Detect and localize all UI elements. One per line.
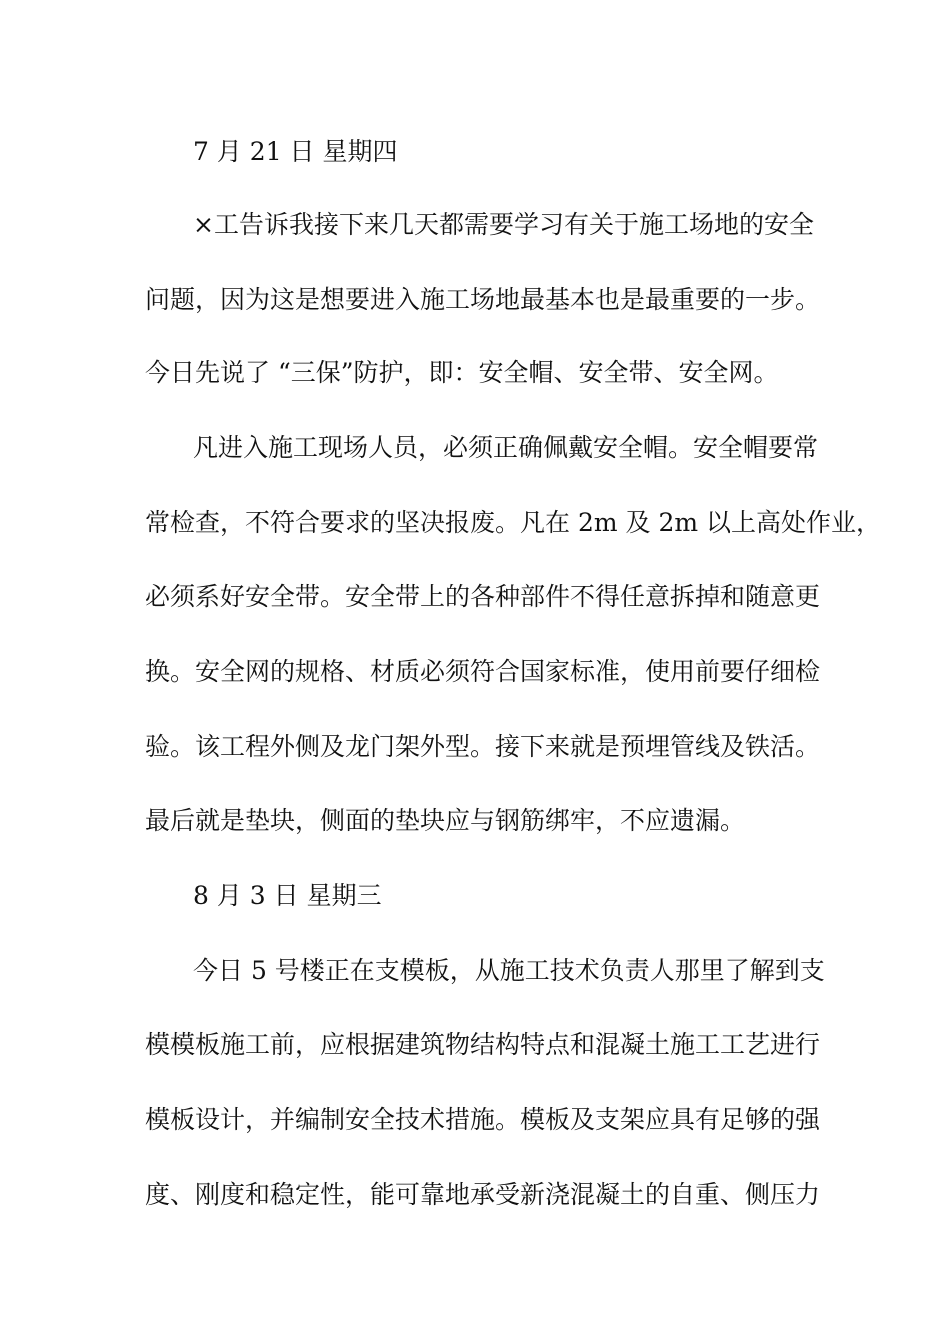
paragraph-line: 凡进入施工现场人员，必须正确佩戴安全帽。安全帽要常 [193, 433, 819, 462]
paragraph-line: 模模板施工前，应根据建筑物结构特点和混凝土施工工艺进行 [145, 1030, 821, 1059]
date-heading-july-21: 7 月 21 日 星期四 [193, 137, 398, 166]
paragraph-line: 模板设计，并编制安全技术措施。模板及支架应具有足够的强 [145, 1105, 821, 1134]
paragraph-line: 今日先说了 “三保”防护，即：安全帽、安全带、安全网。 [145, 358, 779, 387]
paragraph-line: ×工告诉我接下来几天都需要学习有关于施工场地的安全 [193, 210, 814, 239]
paragraph-line: 必须系好安全带。安全带上的各种部件不得任意拆掉和随意更 [145, 582, 821, 611]
paragraph-line: 问题，因为这是想要进入施工场地最基本也是最重要的一步。 [145, 285, 821, 314]
paragraph-line: 最后就是垫块，侧面的垫块应与钢筋绑牢，不应遗漏。 [145, 806, 746, 835]
date-heading-august-3: 8 月 3 日 星期三 [193, 881, 382, 910]
paragraph-line: 今日 5 号楼正在支模板，从施工技术负责人那里了解到支 [193, 956, 825, 985]
paragraph-line: 换。安全网的规格、材质必须符合国家标准，使用前要仔细检 [145, 657, 821, 686]
paragraph-line: 常检查，不符合要求的坚决报废。凡在 2m 及 2m 以上高处作业， [145, 508, 882, 537]
paragraph-line: 验。该工程外侧及龙门架外型。接下来就是预埋管线及铁活。 [145, 732, 821, 761]
paragraph-line: 度、刚度和稳定性，能可靠地承受新浇混凝土的自重、侧压力 [145, 1180, 821, 1209]
